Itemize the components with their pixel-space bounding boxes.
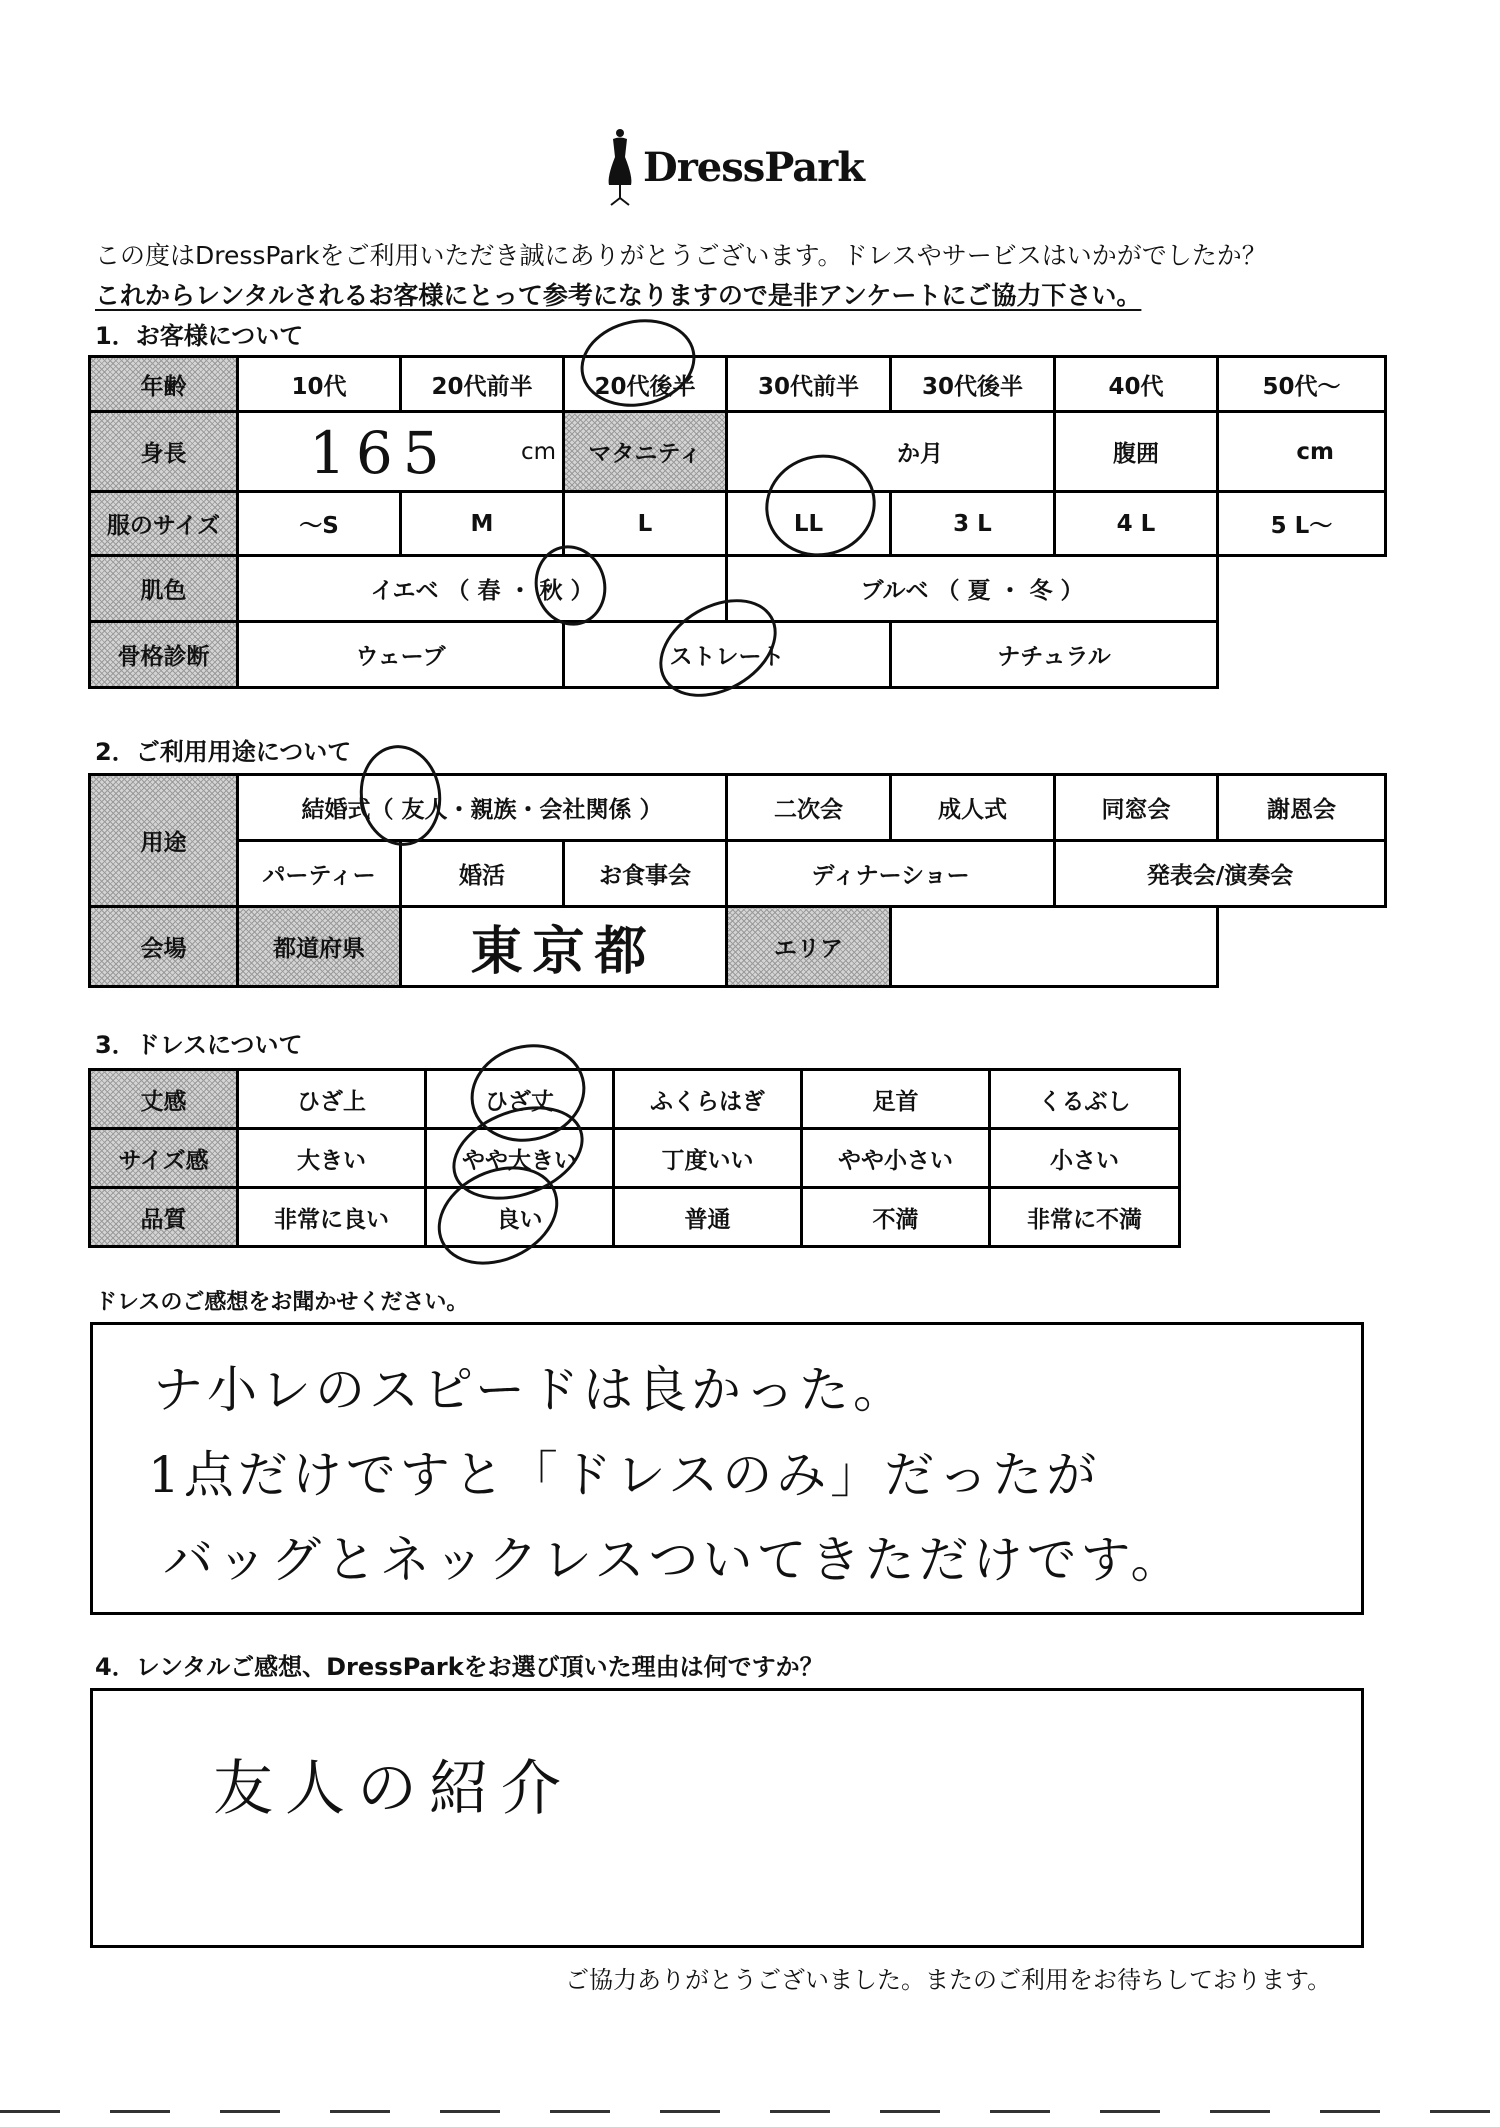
reason-answer: 友人の紹介 (213, 1754, 573, 1824)
quality-option[interactable]: 不満 (802, 1188, 990, 1247)
footer-thanks: ご協力ありがとうございました。またのご利用をお待ちしております。 (565, 1966, 1332, 1994)
size-option[interactable]: 5 L～ (1218, 492, 1386, 556)
length-option[interactable]: ふくらはぎ (614, 1070, 802, 1129)
age-option[interactable]: 10代 (238, 357, 401, 412)
use-option[interactable]: 婚活 (401, 841, 564, 907)
quality-option[interactable]: 非常に良い (238, 1188, 426, 1247)
reason-box[interactable] (90, 1688, 1364, 1948)
length-option[interactable]: くるぶし (990, 1070, 1180, 1129)
age-option[interactable]: 40代 (1055, 357, 1218, 412)
fit-option-selected[interactable]: やや大きい (426, 1129, 614, 1188)
body-type-option-selected[interactable]: ストレート (564, 622, 891, 688)
height-unit: cm (520, 439, 556, 465)
size-option[interactable]: L (564, 492, 727, 556)
height-label: 身長 (90, 412, 238, 492)
use-label: 用途 (90, 775, 238, 907)
use-option[interactable]: 同窓会 (1055, 775, 1218, 841)
body-type-option[interactable]: ウェーブ (238, 622, 564, 688)
venue-label: 会場 (90, 907, 238, 987)
use-option[interactable]: 二次会 (727, 775, 891, 841)
age-label: 年齢 (90, 357, 238, 412)
logo-text: DressPark (643, 143, 864, 191)
waist-unit: cm (1296, 438, 1334, 465)
size-option[interactable]: 4 L (1055, 492, 1218, 556)
size-option[interactable]: M (401, 492, 564, 556)
section2-title: 2．ご利用用途について (95, 738, 352, 766)
waist-label: 腹囲 (1055, 412, 1218, 492)
dress-form-icon (605, 127, 635, 207)
prefecture-label: 都道府県 (238, 907, 401, 987)
skin-label: 肌色 (90, 556, 238, 622)
comment-line: 1点だけですと「ドレスのみ」だったが (148, 1446, 1101, 1504)
area-label: エリア (727, 907, 891, 987)
section1-title: 1．お客様について (95, 322, 304, 350)
age-option[interactable]: 20代前半 (401, 357, 564, 412)
dress-comment-box[interactable] (90, 1322, 1364, 1615)
use-option[interactable]: 成人式 (891, 775, 1055, 841)
size-option[interactable]: ～S (238, 492, 401, 556)
quality-option[interactable]: 非常に不満 (990, 1188, 1180, 1247)
scan-edge-line (0, 2110, 1500, 2113)
section4-title: 4．レンタルご感想、DressParkをお選び頂いた理由は何ですか？ (95, 1653, 824, 1681)
intro-text: この度はDressParkをご利用いただき誠にありがとうございます。ドレスやサービスはいかがでしたか？ (95, 241, 1267, 270)
age-option[interactable]: 30代前半 (727, 357, 891, 412)
use-option[interactable]: お食事会 (564, 841, 727, 907)
fit-option[interactable]: 小さい (990, 1129, 1180, 1188)
logo (605, 122, 864, 212)
age-option[interactable]: 30代後半 (891, 357, 1055, 412)
blue-base-option[interactable]: ブルベ （ 夏 ・ 冬 ） (727, 556, 1218, 622)
use-option[interactable]: 発表会/演奏会 (1055, 841, 1386, 907)
wedding-option[interactable]: 結婚式（ 友人・親族・会社関係 ） (238, 775, 727, 841)
use-option[interactable]: 謝恩会 (1218, 775, 1386, 841)
quality-option[interactable]: 普通 (614, 1188, 802, 1247)
size-option[interactable]: 3 L (891, 492, 1055, 556)
size-label: 服のサイズ (90, 492, 238, 556)
intro-request: これからレンタルされるお客様にとって参考になりますので是非アンケートにご協力下さい。 (95, 281, 1142, 310)
length-option[interactable]: 足首 (802, 1070, 990, 1129)
quality-label: 品質 (90, 1188, 238, 1247)
fit-label: サイズ感 (90, 1129, 238, 1188)
prefecture-value[interactable]: 東京都 (401, 907, 727, 987)
fit-option[interactable]: やや小さい (802, 1129, 990, 1188)
age-option[interactable]: 50代～ (1218, 357, 1386, 412)
comment-line: ナ小レのスピードは良かった。 (153, 1361, 907, 1419)
quality-option-selected[interactable]: 良い (426, 1188, 614, 1247)
usage-table (88, 773, 1387, 988)
waist-field[interactable] (1218, 412, 1386, 492)
use-option[interactable]: パーティー (238, 841, 401, 907)
length-label: 丈感 (90, 1070, 238, 1129)
fit-option[interactable]: 丁度いい (614, 1129, 802, 1188)
use-option[interactable]: ディナーショー (727, 841, 1055, 907)
size-option-selected[interactable]: LL (727, 492, 891, 556)
months-unit: か月 (897, 441, 943, 467)
body-type-label: 骨格診断 (90, 622, 238, 688)
body-type-option[interactable]: ナチュラル (891, 622, 1218, 688)
age-option-selected[interactable]: 20代後半 (564, 357, 727, 412)
yellow-base-option[interactable]: イエベ （ 春 ・ 秋 ） (238, 556, 727, 622)
comment-prompt: ドレスのご感想をお聞かせください。 (95, 1290, 469, 1315)
height-value: 165 (309, 419, 450, 487)
length-option-selected[interactable]: ひざ丈 (426, 1070, 614, 1129)
fit-option[interactable]: 大きい (238, 1129, 426, 1188)
length-option[interactable]: ひざ上 (238, 1070, 426, 1129)
comment-line: バッグとネックレスついてきただけです。 (163, 1531, 1185, 1589)
area-value[interactable] (891, 907, 1218, 987)
section3-title: 3．ドレスについて (95, 1031, 303, 1059)
maternity-label: マタニティ (564, 412, 727, 492)
height-field[interactable] (238, 412, 564, 492)
dress-table (88, 1068, 1181, 1248)
